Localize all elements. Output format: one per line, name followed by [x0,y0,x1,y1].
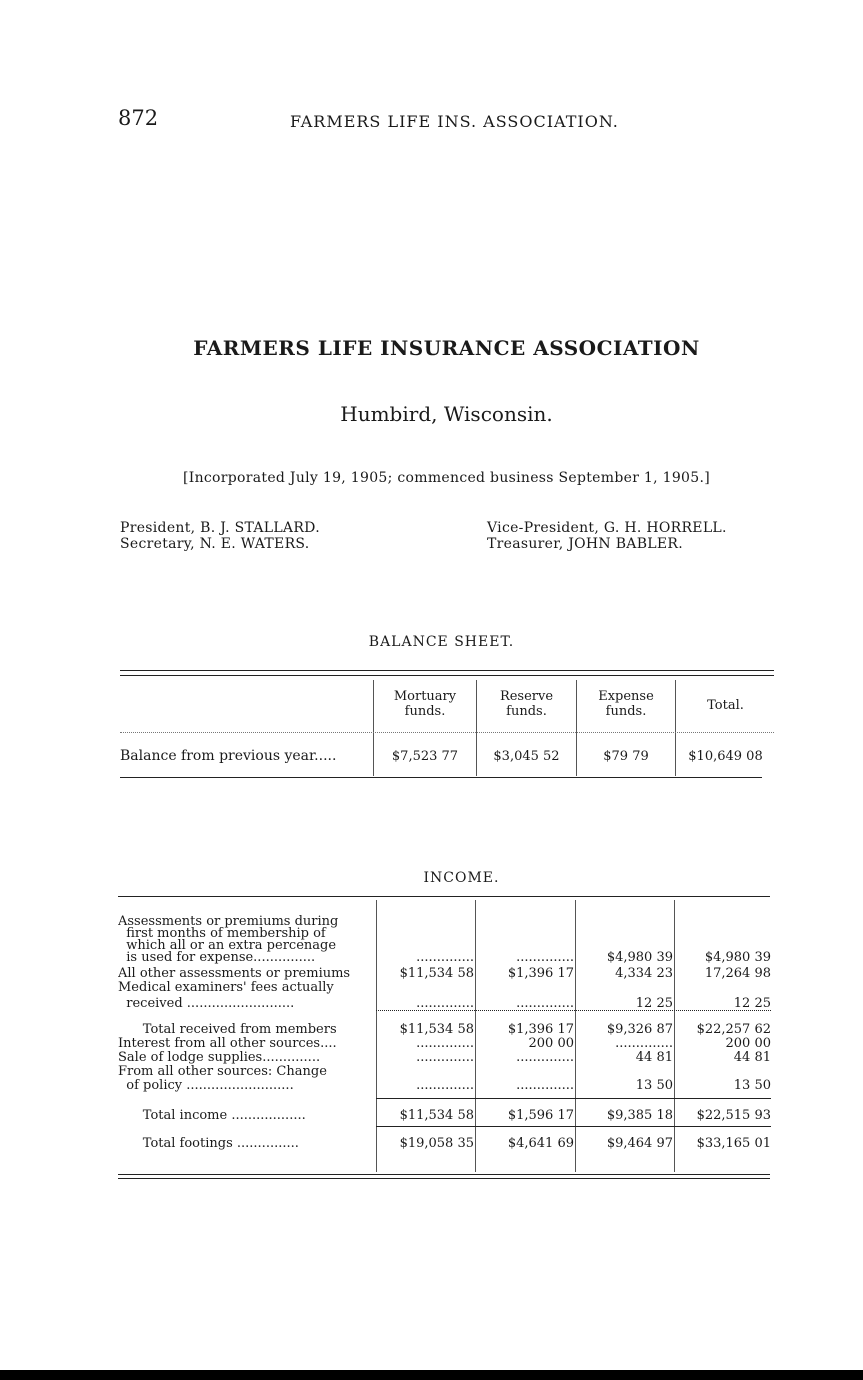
row-label: which all or an extra percenage [118,938,337,953]
table-row [118,1136,771,1151]
row-label: Total income .................. [118,1108,306,1123]
table-cell: 13 50 [733,1078,771,1093]
column-header: Mortuary funds. [393,689,457,719]
table-cell: 12 25 [733,996,771,1011]
row-label: Medical examiners' fees actually [118,980,334,995]
row-label: received .......................... [118,996,295,1011]
table-cell: .............. [516,996,574,1011]
incorporation-note: [Incorporated July 19, 1905; commenced business September 1, 1905.] [183,470,710,486]
table-cell: 13 50 [635,1078,673,1093]
page-number: 872 [118,106,159,130]
row-label: first months of membership of [118,926,326,941]
row-label: Sale of lodge supplies.............. [118,1050,321,1065]
row-label: Total footings ............... [118,1136,299,1151]
running-title: FARMERS LIFE INS. ASSOCIATION. [290,112,619,131]
table-cell: $4,980 39 [704,950,771,965]
rule [118,896,770,897]
table-cell: $4,980 39 [606,950,673,965]
table-cell: $11,534 58 [399,1022,474,1037]
column-header: Expense funds. [598,689,654,719]
rule [376,1098,771,1099]
table-row [118,1022,771,1037]
table-cell: $1,396 17 [507,1022,574,1037]
secretary: Secretary, N. E. WATERS. [120,536,310,552]
table-cell: $3,045 52 [493,749,560,764]
table-cell: 4,334 23 [615,966,673,981]
row-label: Assessments or premiums during [118,914,339,929]
table-row [118,966,771,981]
table-cell: $7,523 77 [391,749,459,764]
table-row [118,1064,771,1079]
table-cell: 12 25 [635,996,673,1011]
table-cell: .............. [416,1078,474,1093]
officers-left [120,520,320,552]
table-cell: $11,534 58 [399,966,474,981]
location: Humbird, Wisconsin. [340,402,553,426]
table-cell: .............. [416,950,474,965]
scan-edge-bar [0,1370,863,1380]
table-cell: $22,515 93 [696,1108,771,1123]
table-cell: $22,257 62 [696,1022,771,1037]
table-cell: $4,641 69 [507,1136,574,1151]
row-label: Total received from members [118,1022,337,1037]
table-cell: $10,649 08 [688,749,763,764]
table-cell: $9,464 97 [606,1136,673,1151]
row-label: All other assessments or premiums [118,966,351,981]
table-cell: 200 00 [528,1036,574,1051]
rule [376,1010,771,1011]
page-title: FARMERS LIFE INSURANCE ASSOCIATION [193,336,700,360]
table-cell: $9,326 87 [606,1022,673,1037]
president: President, B. J. STALLARD. [120,520,320,536]
column-header: Reserve funds. [499,689,554,719]
table-row [118,1078,771,1093]
row-label: Interest from all other sources.... [118,1036,337,1051]
table-cell: $1,396 17 [507,966,574,981]
treasurer: Treasurer, JOHN BABLER. [487,536,683,552]
table-cell: .............. [416,996,474,1011]
balance-row-label: Balance from previous year..... [120,748,337,764]
table-row [118,1108,771,1123]
row-label: of policy .......................... [118,1078,294,1093]
table-cell: 44 81 [635,1050,673,1065]
column-header: Total. [707,698,744,713]
income-heading: INCOME. [423,870,500,886]
table-cell: $79 79 [603,749,649,764]
table-cell: .............. [416,1050,474,1065]
table-cell: .............. [615,1036,673,1051]
table-row [118,996,771,1011]
table-cell: $9,385 18 [606,1108,673,1123]
table-cell: 17,264 98 [704,966,771,981]
table-cell: .............. [516,1078,574,1093]
table-cell: $33,165 01 [696,1136,771,1151]
rule [120,670,774,671]
table-cell: .............. [416,1036,474,1051]
rule [376,1126,771,1127]
table-cell: .............. [516,950,574,965]
table-cell: 44 81 [733,1050,771,1065]
balance-sheet-heading: BALANCE SHEET. [368,634,515,650]
table-cell: 200 00 [725,1036,771,1051]
row-label: is used for expense............... [118,950,316,965]
table-cell: $19,058 35 [399,1136,474,1151]
vice-president: Vice-President, G. H. HORRELL. [487,520,727,536]
table-cell: $1,596 17 [507,1108,574,1123]
row-label: From all other sources: Change [118,1064,327,1079]
table-cell: .............. [516,1050,574,1065]
table-row [118,980,771,995]
table-row [118,950,771,965]
balance-sheet-table [120,676,774,780]
table-row [118,1050,771,1065]
table-row [118,1036,771,1051]
table-cell: $11,534 58 [399,1108,474,1123]
officers-right [487,520,727,552]
